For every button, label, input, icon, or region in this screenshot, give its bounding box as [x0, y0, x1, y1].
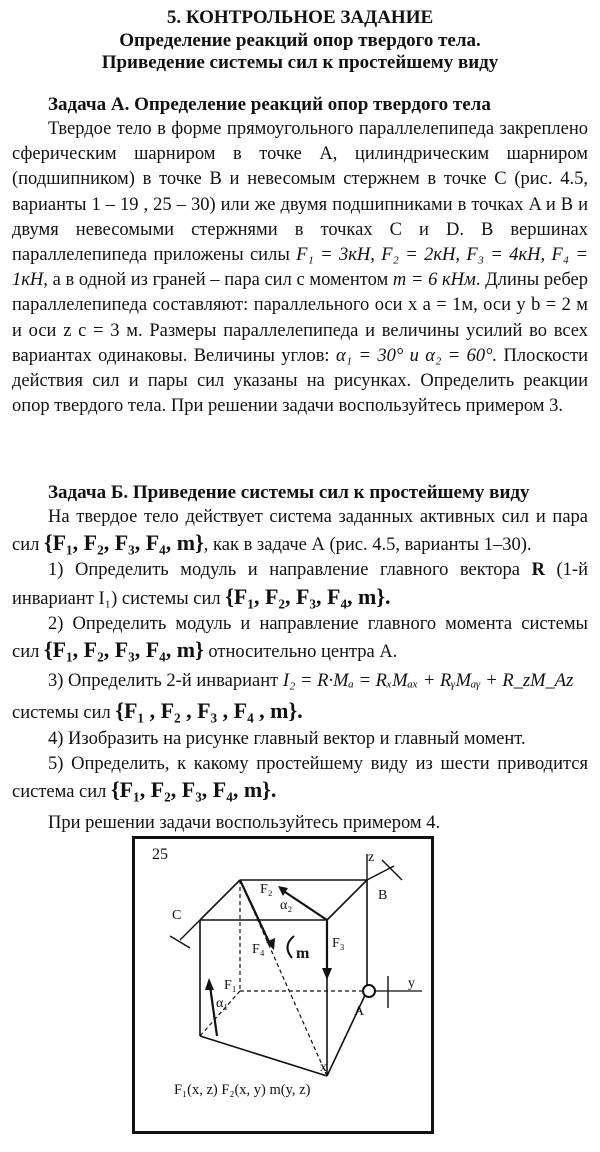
- task-b-text: [12, 505, 588, 836]
- figure-number: 25: [152, 846, 168, 863]
- label-alpha1: α₁: [216, 996, 229, 1011]
- label-c: C: [172, 908, 182, 923]
- label-y: y: [408, 976, 415, 991]
- item-2-center: относительно центра A.: [203, 642, 398, 663]
- label-f4: F₄: [252, 942, 265, 957]
- label-x: x: [320, 1060, 327, 1075]
- task-a-dimensions: . Длины ребер параллелепипеда составляют: параллельного оси x a = 1м, оси y b = 2 м и оси z c = 3 м. Размеры параллелепипеда и величины усилий во всех вариантах одинаковы. Величины углов:: [12, 270, 588, 366]
- task-b-final: При решении задачи воспользуйтесь примером 4.: [48, 813, 441, 834]
- figure-caption: F₁(x, z) F₂(x, y) m(y, z): [174, 1082, 311, 1098]
- task-a-forces: F₁ = 3кН, F₂ = 2кН, F₃ = 4кН, F₄ = 1кН,: [12, 245, 589, 291]
- item-5-text: 5) Определить, к какому простейшему виду из шести приводится система сил: [12, 753, 588, 803]
- section-title: 5. КОНТРОЛЬНОЕ ЗАДАНИЕ: [166, 7, 434, 28]
- label-f2: F₂: [260, 882, 273, 897]
- item-2-text: 2) Определить модуль и направление главного момента системы сил: [12, 613, 588, 663]
- item-3-formula: I₂ = R·Mₐ = RₓMₐₓ + RᵧMₐᵧ + R_zM_Az: [282, 671, 574, 692]
- label-a: A: [354, 1004, 365, 1019]
- item-4-text: 4) Изобразить на рисунке главный вектор и главный момент.: [48, 728, 526, 749]
- section-subtitle-1: Определение реакций опор твердого тела.: [119, 30, 481, 51]
- figure-25: [132, 836, 434, 1134]
- label-f1: F₁: [224, 978, 237, 993]
- task-a-angles: α₁ = 30° и α₂ = 60°.: [335, 345, 498, 366]
- item-1-vector: R: [531, 560, 545, 581]
- task-a-paragraph: Твердое тело в форме прямоугольного параллелепипеда закреплено сферическим шарниром в точке A, цилиндрическим шарниром (подшипником) в точке B и невесомым стержнем в точке C (рис. 4.5, варианты 1 – 19 , 25 – 30) или же двумя подшипниками в точках A и B и двумя невесомыми стержнями в точках C и D. В вершинах параллелепипеда приложены силы: [12, 119, 588, 266]
- task-b-title: Задача Б. Приведение системы сил к простейшему виду: [48, 482, 530, 503]
- item-2-force-set: {F₁, F₂, F₃, F₄, m}: [43, 637, 204, 663]
- label-b: B: [378, 888, 388, 903]
- task-b-intro: На твердое тело действует система заданных активных сил и пара сил: [12, 507, 588, 556]
- section-subtitle-2: Приведение системы сил к простейшему виду: [101, 52, 499, 73]
- item-5-force-set: {F₁, F₂, F₃, F₄, m}.: [111, 777, 277, 803]
- task-a-title: Задача А. Определение реакций опор твердого тела: [48, 94, 491, 115]
- label-m: m: [296, 945, 310, 962]
- item-3-force-set: {F₁ , F₂ , F₃ , F₄ , m}.: [115, 698, 303, 724]
- item-1-invariant: (1-й инвариант I₁) системы сил: [12, 560, 588, 609]
- item-3-text: 3) Определить 2-й инвариант: [48, 671, 283, 692]
- label-z: z: [368, 850, 375, 865]
- task-b-force-set: {F₁, F₂, F₃, F₄, m}: [43, 530, 204, 556]
- label-alpha2: α₂: [280, 898, 293, 913]
- task-b-intro-cont: , как в задаче А (рис. 4.5, варианты 1–30).: [203, 535, 532, 556]
- item-1-force-set: {F₁, F₂, F₃, F₄, m}.: [225, 583, 391, 609]
- task-a-moment: m = 6 кНм: [392, 270, 476, 291]
- task-a-paragraph-cont: а в одной из граней – пара сил с моментом: [52, 270, 389, 291]
- task-a-text: [12, 117, 588, 419]
- task-a-instructions: Плоскости действия сил и пары сил указаны на рисунках. Определить реакции опор твердого тела. При решении задачи воспользуйтесь примером 3.: [12, 345, 588, 417]
- label-f3: F₃: [332, 936, 345, 951]
- item-3-text-cont: системы сил: [12, 703, 116, 724]
- item-1-text: 1) Определить модуль и направление главного вектора: [48, 560, 521, 581]
